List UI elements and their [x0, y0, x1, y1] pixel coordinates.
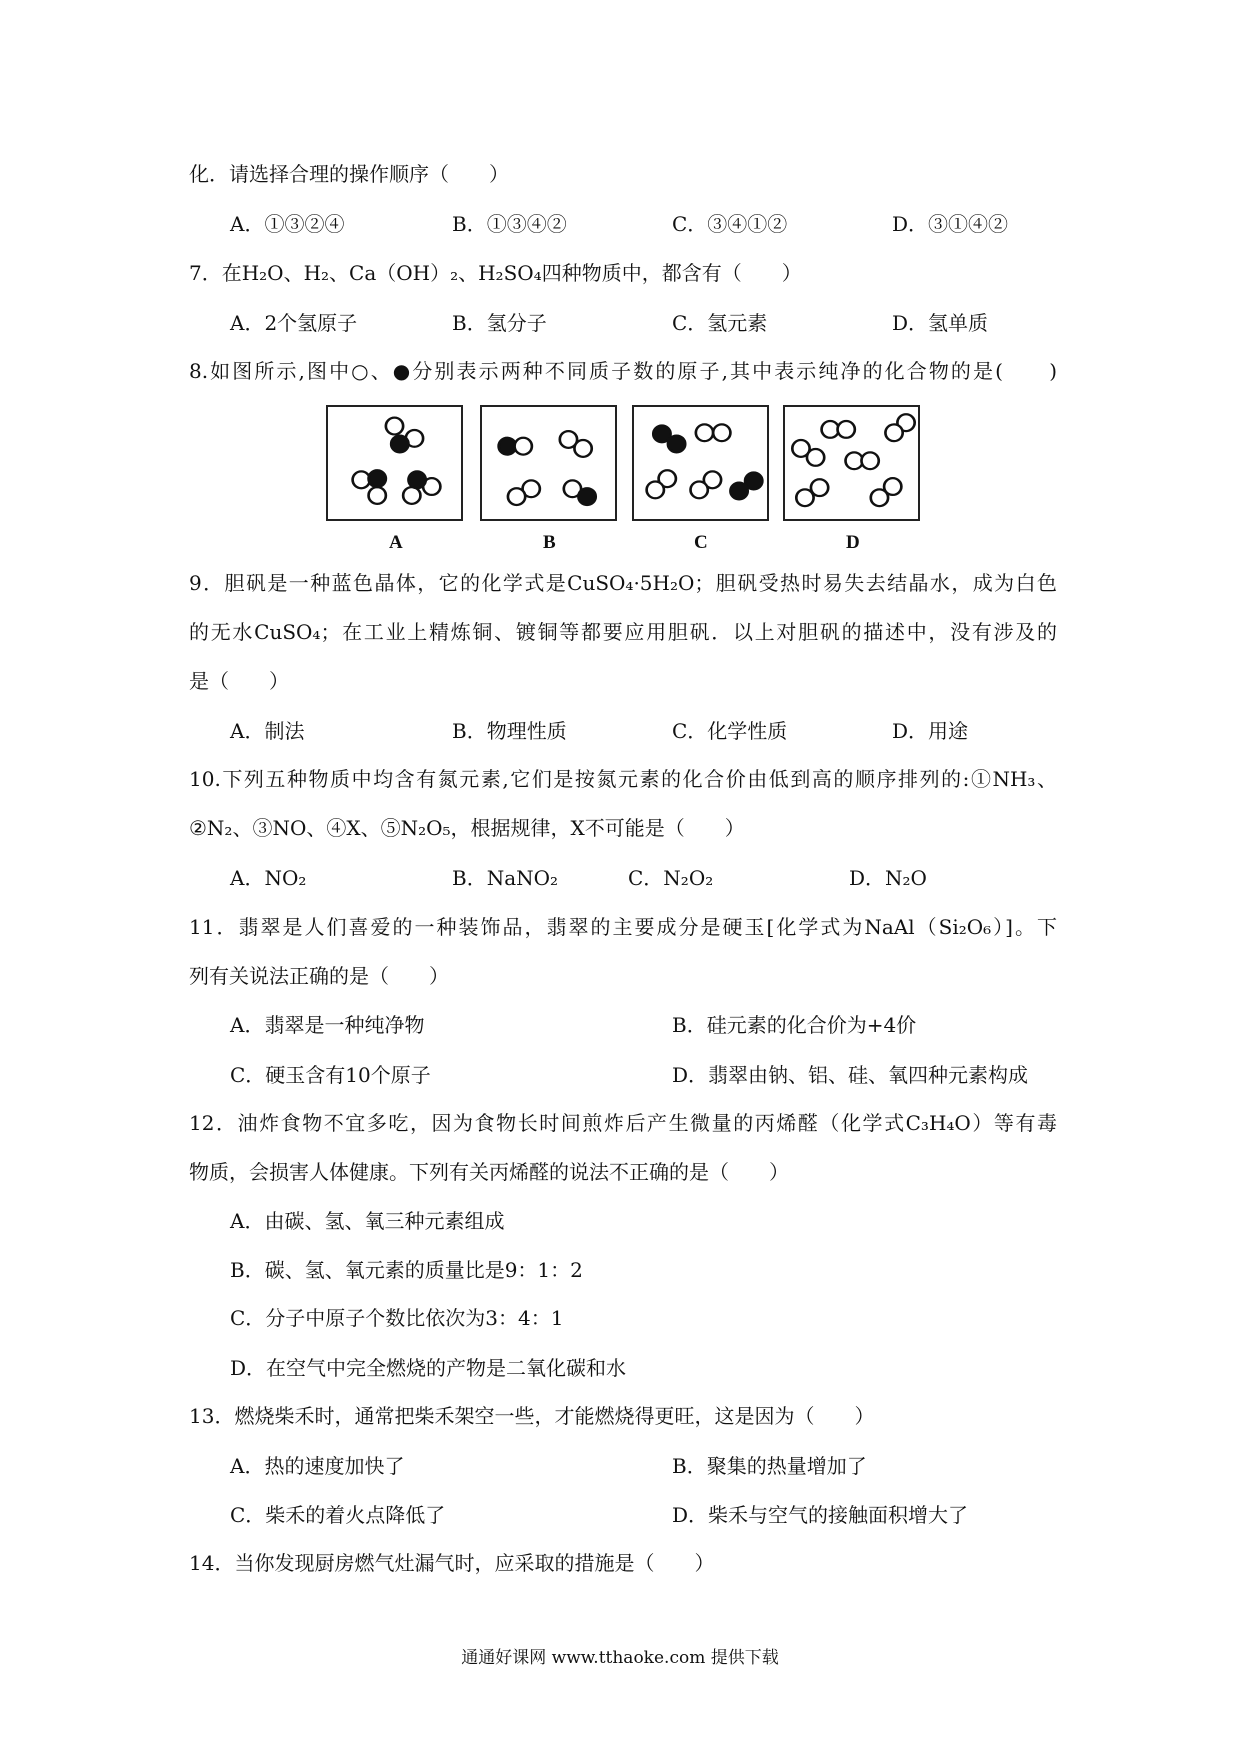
option-a: A．NO₂: [230, 866, 307, 890]
option-b: B．NaNO₂: [452, 866, 559, 890]
molecule-figure-a: [326, 405, 463, 521]
option-d: D．用途: [892, 719, 969, 743]
option-d: D．柴禾与空气的接触面积增大了: [672, 1503, 969, 1527]
option-d: D．N₂O: [849, 866, 927, 890]
question-9-line-2: 的无水CuSO₄；在工业上精炼铜、镀铜等都要应用胆矾．以上对胆矾的描述中，没有涉及的: [189, 620, 1057, 644]
option-b: B．氢分子: [452, 311, 547, 335]
option-c: C．分子中原子个数比依次为3：4：1: [230, 1306, 564, 1330]
option-b: B．硅元素的化合价为+4价: [672, 1013, 917, 1037]
question-11-line-1: 11．翡翠是人们喜爱的一种装饰品，翡翠的主要成分是硬玉[化学式为NaAl（Si₂O₆）]。下: [189, 915, 1057, 939]
option-a: A．热的速度加快了: [230, 1454, 405, 1478]
option-c: C．氢元素: [672, 311, 768, 335]
option-b: B．物理性质: [452, 719, 567, 743]
question-7-stem: 7．在H₂O、H₂、Ca（OH）₂、H₂SO₄四种物质中，都含有（ ）: [189, 261, 802, 285]
option-b: B．①③④②: [452, 212, 567, 236]
question-11-line-2: 列有关说法正确的是（ ）: [189, 964, 449, 988]
molecule-figure-c: [632, 405, 769, 521]
question-9-line-3: 是（ ）: [189, 669, 289, 693]
option-d: D．翡翠由钠、铝、硅、氧四种元素构成: [672, 1063, 1029, 1087]
molecule-figure-b: [480, 405, 617, 521]
option-c: C．N₂O₂: [628, 866, 714, 890]
question-10-line-2: ②N₂、③NO、④X、⑤N₂O₅，根据规律，X不可能是（ ）: [189, 816, 745, 840]
option-b: B．碳、氢、氧元素的质量比是9：1：2: [230, 1258, 583, 1282]
question-10-line-1: 10.下列五种物质中均含有氮元素,它们是按氮元素的化合价由低到高的顺序排列的:①NH₃、: [189, 767, 1057, 791]
question-6-stem: 化．请选择合理的操作顺序（ ）: [189, 162, 509, 186]
option-a: A．2个氢原子: [230, 311, 358, 335]
option-a: A．制法: [230, 719, 305, 743]
question-8-stem: 8.如图所示,图中○、●分别表示两种不同质子数的原子,其中表示纯净的化合物的是( ): [189, 359, 1057, 383]
figure-label-a: A: [389, 532, 403, 553]
option-b: B．聚集的热量增加了: [672, 1454, 867, 1478]
option-c: C．硬玉含有10个原子: [230, 1063, 431, 1087]
option-a: A．翡翠是一种纯净物: [230, 1013, 425, 1037]
option-c: C．柴禾的着火点降低了: [230, 1503, 446, 1527]
option-d: D．③①④②: [892, 212, 1009, 236]
page-footer: 通通好课网 www.tthaoke.com 提供下载: [461, 1648, 779, 1668]
option-c: C．③④①②: [672, 212, 788, 236]
question-12-line-2: 物质，会损害人体健康。下列有关丙烯醛的说法不正确的是（ ）: [189, 1160, 789, 1184]
option-a: A．由碳、氢、氧三种元素组成: [230, 1209, 505, 1233]
figure-label-c: C: [694, 532, 708, 553]
molecule-figure-d: [783, 405, 920, 521]
figure-label-d: D: [846, 532, 860, 553]
figure-label-b: B: [543, 532, 556, 553]
question-13-stem: 13．燃烧柴禾时，通常把柴禾架空一些，才能燃烧得更旺，这是因为（ ）: [189, 1404, 875, 1428]
option-c: C．化学性质: [672, 719, 788, 743]
question-9-line-1: 9．胆矾是一种蓝色晶体，它的化学式是CuSO₄·5H₂O；胆矾受热时易失去结晶水，成为白色: [189, 571, 1057, 595]
question-14-stem: 14．当你发现厨房燃气灶漏气时，应采取的措施是（ ）: [189, 1551, 715, 1575]
option-d: D．氢单质: [892, 311, 989, 335]
option-d: D．在空气中完全燃烧的产物是二氧化碳和水: [230, 1356, 627, 1380]
option-a: A．①③②④: [230, 212, 345, 236]
question-12-line-1: 12．油炸食物不宜多吃，因为食物长时间煎炸后产生微量的丙烯醛（化学式C₃H₄O）等有毒: [189, 1111, 1057, 1135]
